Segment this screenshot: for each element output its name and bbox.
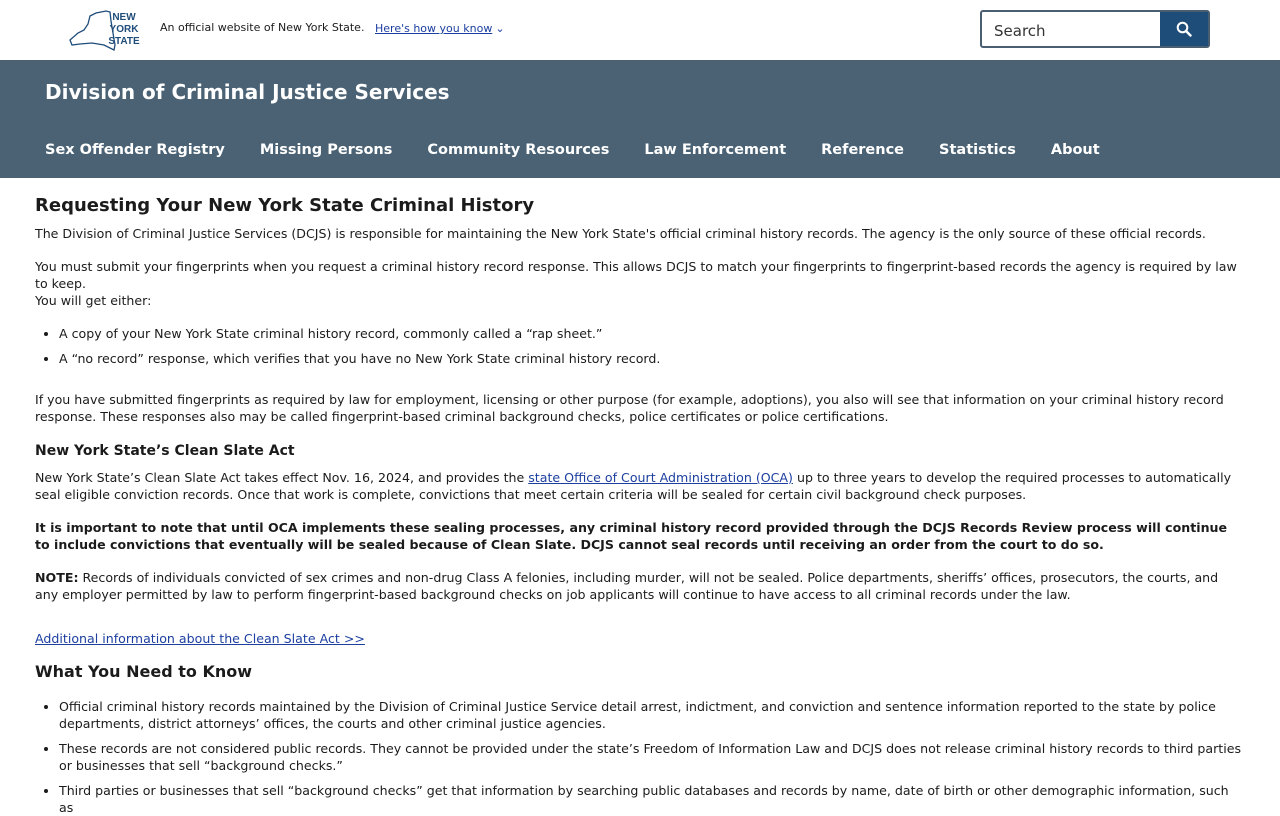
clean-slate-text-end: up to three years to develop the required processes to automatically seal eligible conviction records. Once that work is complete, convictions that meet certain criteria will be sealed for certain civil background check purposes. [35, 470, 1232, 502]
page-title: Requesting Your New York State Criminal History [35, 195, 535, 216]
nav-item-community-resources[interactable]: Community Resources [427, 142, 610, 158]
note-paragraph [35, 569, 1245, 603]
logo-text-new: NEW [112, 12, 136, 23]
agency-title[interactable]: Division of Criminal Justice Services [45, 80, 450, 104]
how-you-know-link[interactable] [375, 22, 505, 35]
search-box [980, 10, 1210, 48]
nav-item-about[interactable]: About [1050, 142, 1100, 158]
you-will-get-text: You will get either: [35, 293, 152, 308]
search-icon [1176, 21, 1192, 37]
list-item: • A “no record” response, which verifies that you have no New York State criminal history record. [59, 350, 1245, 367]
additional-info-paragraph [35, 630, 1245, 647]
nav-item-statistics[interactable]: Statistics [939, 142, 1016, 158]
logo-text-york: YORK [109, 24, 139, 35]
logo-text-state: STATE [108, 36, 140, 47]
clean-slate-important-note: It is important to note that until OCA implements these sealing processes, any criminal history record provided through the DCJS Records Review process will continue to include convictions that eventually will be sealed because of Clean Slate. DCJS cannot seal records until receiving an order from the court to do so. [35, 520, 1228, 552]
clean-slate-text-start: New York State’s Clean Slate Act takes effect Nov. 16, 2024, and provides the [35, 470, 529, 485]
list-item: • Third parties or businesses that sell “background checks” get that information by searching public databases and records by name, date of birth or other demographic information, such as [59, 782, 1245, 816]
chevron-down-icon: ⌄ [495, 22, 505, 35]
official-website-text: An official website of New York State. [160, 21, 365, 34]
agency-banner [0, 60, 1280, 178]
search-button[interactable] [1160, 12, 1208, 46]
clean-slate-info-link[interactable]: Additional information about the Clean Slate Act >> [35, 631, 365, 646]
what-you-need-heading: What You Need to Know [35, 662, 253, 681]
response-options-list [35, 325, 1245, 367]
note-text: Records of individuals convicted of sex crimes and non-drug Class A felonies, including murder, will not be sealed. Police departments, sheriffs’ offices, prosecutors, the courts, and any employer permitted by law to perform fingerprint-based background checks on job applicants will continue to have access to all criminal records under the law. [35, 570, 1219, 602]
nav-item-reference[interactable]: Reference [821, 142, 905, 158]
main-content [35, 178, 1245, 816]
list-item: • These records are not considered public records. They cannot be provided under the state’s Freedom of Information Law and DCJS does not release criminal history records to third parties or businesses that sell “background checks.” [59, 740, 1245, 774]
clean-slate-paragraph [35, 469, 1245, 503]
note-label: NOTE: [35, 570, 79, 585]
main-nav [45, 142, 1135, 158]
oca-link[interactable]: state Office of Court Administration (OCA) [528, 470, 793, 485]
fingerprint-paragraph: You must submit your fingerprints when you request a criminal history record response. This allows DCJS to match your fingerprints to fingerprint-based records the agency is required by law to keep. [35, 259, 1237, 291]
top-bar [0, 0, 1280, 60]
list-item: • A copy of your New York State criminal history record, commonly called a “rap sheet.” [59, 325, 1245, 342]
nav-item-sex-offender-registry[interactable]: Sex Offender Registry [45, 142, 225, 158]
nys-logo[interactable] [66, 7, 142, 53]
fingerprint-purpose-paragraph: If you have submitted fingerprints as required by law for employment, licensing or other purpose (for example, adoptions), you also will see that information on your criminal history record response. These responses also may be called fingerprint-based criminal background checks, police certificates or police certifications. [35, 392, 1224, 424]
clean-slate-heading: New York State’s Clean Slate Act [35, 443, 295, 459]
how-you-know-label: Here's how you know [375, 22, 493, 35]
need-to-know-list [35, 698, 1245, 816]
nav-item-law-enforcement[interactable]: Law Enforcement [644, 142, 787, 158]
nav-item-missing-persons[interactable]: Missing Persons [259, 142, 393, 158]
intro-paragraph: The Division of Criminal Justice Services (DCJS) is responsible for maintaining the New York State's official criminal history records. The agency is the only source of these official records. [35, 226, 1206, 241]
search-input[interactable] [992, 19, 1156, 43]
list-item: • Official criminal history records maintained by the Division of Criminal Justice Service detail arrest, indictment, and conviction and sentence information reported to the state by police departments, district attorneys’ offices, the courts and other criminal justice agencies. [59, 698, 1245, 732]
